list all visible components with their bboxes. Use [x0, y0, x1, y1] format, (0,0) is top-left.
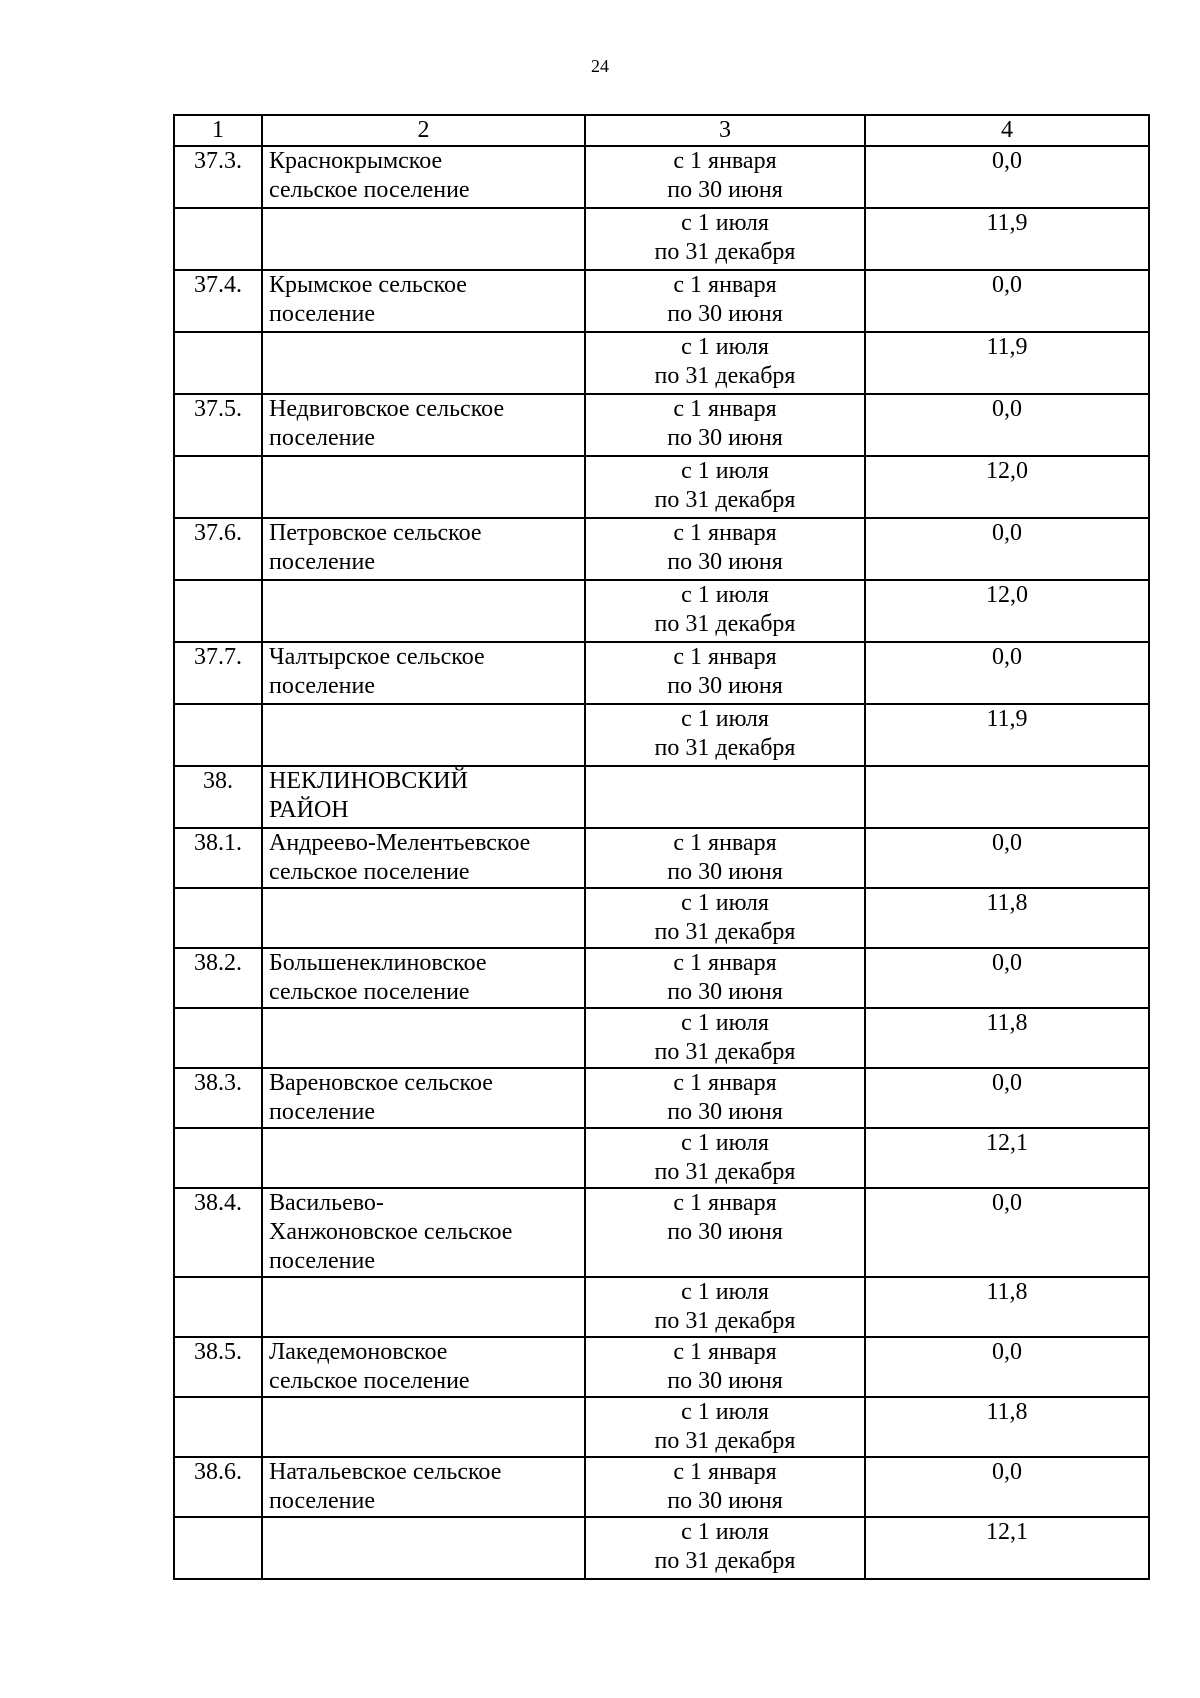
- table-row: [174, 456, 1149, 518]
- settlement-name-line: Ханжоновское сельское: [269, 1219, 513, 1245]
- settlement-name: [262, 1008, 585, 1068]
- row-number: [174, 704, 262, 766]
- table-row: [174, 270, 1149, 332]
- period: [585, 1188, 865, 1277]
- table-row: [174, 766, 1149, 828]
- table-row: [174, 888, 1149, 948]
- header-col-4: 4: [865, 115, 1149, 146]
- settlement-name-line: Лакедемоновское: [269, 1339, 448, 1365]
- rates-table: [173, 114, 1150, 1580]
- period: [585, 1337, 865, 1397]
- period: [585, 1277, 865, 1337]
- period-line: по 30 июня: [667, 859, 783, 885]
- period-line: по 31 декабря: [654, 1159, 796, 1185]
- row-number: 38.6.: [174, 1457, 262, 1517]
- value: 0,0: [865, 1457, 1149, 1517]
- settlement-name-line: Большенеклиновское: [269, 950, 487, 976]
- row-number: 38.3.: [174, 1068, 262, 1128]
- settlement-name: [262, 456, 585, 518]
- header-col-2: 2: [262, 115, 585, 146]
- period: [585, 1457, 865, 1517]
- row-number: 37.7.: [174, 642, 262, 704]
- period-line: с 1 июля: [681, 890, 769, 916]
- period-line: с 1 января: [673, 148, 777, 174]
- header-col-3: 3: [585, 115, 865, 146]
- value: [865, 766, 1149, 828]
- settlement-name: [262, 1517, 585, 1579]
- row-number: 38.5.: [174, 1337, 262, 1397]
- settlement-name: [262, 270, 585, 332]
- period-line: с 1 января: [673, 1070, 777, 1096]
- period: [585, 146, 865, 208]
- settlement-name-line: Петровское сельское: [269, 520, 482, 546]
- table-row: [174, 1517, 1149, 1579]
- period-line: с 1 января: [673, 1459, 777, 1485]
- row-number: 37.5.: [174, 394, 262, 456]
- settlement-name-line: НЕКЛИНОВСКИЙ: [269, 768, 468, 794]
- settlement-name: [262, 208, 585, 270]
- period-line: по 30 июня: [667, 425, 783, 451]
- settlement-name: [262, 1457, 585, 1517]
- value: 11,8: [865, 1008, 1149, 1068]
- period-line: по 31 декабря: [654, 363, 796, 389]
- table-row: [174, 704, 1149, 766]
- table-row: [174, 1188, 1149, 1277]
- period-line: по 30 июня: [667, 1488, 783, 1514]
- settlement-name: [262, 888, 585, 948]
- row-number: 38.4.: [174, 1188, 262, 1277]
- period: [585, 1517, 865, 1579]
- value: 0,0: [865, 1068, 1149, 1128]
- period: [585, 394, 865, 456]
- period-line: с 1 июля: [681, 1399, 769, 1425]
- settlement-name: [262, 948, 585, 1008]
- period-line: с 1 июля: [681, 582, 769, 608]
- table-row: [174, 1457, 1149, 1517]
- period: [585, 642, 865, 704]
- period: [585, 1068, 865, 1128]
- settlement-name-line: РАЙОН: [269, 797, 349, 823]
- row-number: 37.6.: [174, 518, 262, 580]
- period-line: по 30 июня: [667, 1368, 783, 1394]
- settlement-name-line: сельское поселение: [269, 177, 470, 203]
- settlement-name: [262, 1068, 585, 1128]
- period-line: по 31 декабря: [654, 1308, 796, 1334]
- period-line: с 1 июля: [681, 1010, 769, 1036]
- period-line: с 1 января: [673, 830, 777, 856]
- period: [585, 1397, 865, 1457]
- period-line: с 1 июля: [681, 706, 769, 732]
- table-row: [174, 642, 1149, 704]
- period-line: с 1 января: [673, 396, 777, 422]
- period-line: с 1 июля: [681, 1279, 769, 1305]
- settlement-name: [262, 1277, 585, 1337]
- row-number: [174, 1008, 262, 1068]
- settlement-name-line: Краснокрымское: [269, 148, 443, 174]
- settlement-name-line: Андреево-Мелентьевское: [269, 830, 531, 856]
- settlement-name: [262, 394, 585, 456]
- value: 12,1: [865, 1128, 1149, 1188]
- value: 0,0: [865, 518, 1149, 580]
- period-line: с 1 января: [673, 1190, 777, 1216]
- period: [585, 270, 865, 332]
- row-number: 37.4.: [174, 270, 262, 332]
- table-row: [174, 1397, 1149, 1457]
- settlement-name-line: Вареновское сельское: [269, 1070, 493, 1096]
- settlement-name: [262, 1397, 585, 1457]
- table-row: [174, 580, 1149, 642]
- period-line: с 1 января: [673, 520, 777, 546]
- period-line: по 31 декабря: [654, 1548, 796, 1574]
- row-number: [174, 1517, 262, 1579]
- period: [585, 518, 865, 580]
- row-number: [174, 1128, 262, 1188]
- period-line: по 30 июня: [667, 673, 783, 699]
- settlement-name-line: Натальевское сельское: [269, 1459, 502, 1485]
- table-body: [174, 115, 1149, 1579]
- settlement-name-line: поселение: [269, 1248, 376, 1274]
- settlement-name-line: поселение: [269, 1488, 376, 1514]
- period-line: по 30 июня: [667, 301, 783, 327]
- row-number: 38.2.: [174, 948, 262, 1008]
- settlement-name-line: Чалтырское сельское: [269, 644, 485, 670]
- value: 11,8: [865, 888, 1149, 948]
- period-line: по 31 декабря: [654, 611, 796, 637]
- period-line: по 30 июня: [667, 1219, 783, 1245]
- period: [585, 766, 865, 828]
- period-line: с 1 января: [673, 644, 777, 670]
- period-line: по 30 июня: [667, 177, 783, 203]
- period-line: с 1 июля: [681, 210, 769, 236]
- row-number: 37.3.: [174, 146, 262, 208]
- table-row: [174, 332, 1149, 394]
- value: 11,8: [865, 1277, 1149, 1337]
- table-row: [174, 1277, 1149, 1337]
- settlement-name: [262, 828, 585, 888]
- period-line: с 1 июля: [681, 1130, 769, 1156]
- row-number: [174, 1397, 262, 1457]
- period-line: с 1 января: [673, 1339, 777, 1365]
- value: 0,0: [865, 1188, 1149, 1277]
- period: [585, 1128, 865, 1188]
- period: [585, 332, 865, 394]
- period-line: по 31 декабря: [654, 487, 796, 513]
- period-line: с 1 июля: [681, 458, 769, 484]
- table-row: [174, 208, 1149, 270]
- period: [585, 208, 865, 270]
- value: 11,8: [865, 1397, 1149, 1457]
- settlement-name: [262, 766, 585, 828]
- period-line: с 1 июля: [681, 334, 769, 360]
- row-number: 38.1.: [174, 828, 262, 888]
- settlement-name: [262, 1188, 585, 1277]
- table-row: [174, 1128, 1149, 1188]
- settlement-name: [262, 1128, 585, 1188]
- value: 11,9: [865, 332, 1149, 394]
- value: 0,0: [865, 146, 1149, 208]
- row-number: [174, 456, 262, 518]
- period-line: с 1 июля: [681, 1519, 769, 1545]
- value: 11,9: [865, 704, 1149, 766]
- settlement-name: [262, 1337, 585, 1397]
- settlement-name: [262, 332, 585, 394]
- settlement-name-line: сельское поселение: [269, 1368, 470, 1394]
- value: 11,9: [865, 208, 1149, 270]
- value: 0,0: [865, 270, 1149, 332]
- period-line: по 30 июня: [667, 979, 783, 1005]
- row-number: [174, 580, 262, 642]
- period-line: по 31 декабря: [654, 1428, 796, 1454]
- value: 0,0: [865, 642, 1149, 704]
- table-row: [174, 1068, 1149, 1128]
- row-number: [174, 208, 262, 270]
- row-number: [174, 888, 262, 948]
- table-row: [174, 828, 1149, 888]
- value: 12,0: [865, 580, 1149, 642]
- settlement-name-line: поселение: [269, 549, 376, 575]
- row-number: [174, 1277, 262, 1337]
- header-col-1: 1: [174, 115, 262, 146]
- period-line: с 1 января: [673, 272, 777, 298]
- page-number: 24: [591, 56, 609, 76]
- settlement-name: [262, 704, 585, 766]
- table-row: [174, 518, 1149, 580]
- table-row: [174, 146, 1149, 208]
- period: [585, 580, 865, 642]
- row-number: [174, 332, 262, 394]
- table-row: [174, 1008, 1149, 1068]
- settlement-name-line: поселение: [269, 673, 376, 699]
- row-number: 38.: [174, 766, 262, 828]
- period-line: с 1 января: [673, 950, 777, 976]
- table-row: [174, 394, 1149, 456]
- settlement-name-line: сельское поселение: [269, 979, 470, 1005]
- period: [585, 456, 865, 518]
- period-line: по 30 июня: [667, 549, 783, 575]
- period-line: по 30 июня: [667, 1099, 783, 1125]
- settlement-name-line: Недвиговское сельское: [269, 396, 505, 422]
- period-line: по 31 декабря: [654, 1039, 796, 1065]
- settlement-name-line: Васильево-: [269, 1190, 384, 1216]
- period-line: по 31 декабря: [654, 735, 796, 761]
- period-line: по 31 декабря: [654, 919, 796, 945]
- settlement-name: [262, 642, 585, 704]
- settlement-name-line: поселение: [269, 1099, 376, 1125]
- table-header-row: [174, 115, 1149, 146]
- value: 12,1: [865, 1517, 1149, 1579]
- value: 12,0: [865, 456, 1149, 518]
- period-line: по 31 декабря: [654, 239, 796, 265]
- period: [585, 704, 865, 766]
- period: [585, 948, 865, 1008]
- value: 0,0: [865, 394, 1149, 456]
- period: [585, 1008, 865, 1068]
- settlement-name-line: Крымское сельское: [269, 272, 467, 298]
- settlement-name: [262, 580, 585, 642]
- period: [585, 828, 865, 888]
- table-row: [174, 1337, 1149, 1397]
- settlement-name-line: сельское поселение: [269, 859, 470, 885]
- table-row: [174, 948, 1149, 1008]
- settlement-name-line: поселение: [269, 425, 376, 451]
- settlement-name-line: поселение: [269, 301, 376, 327]
- settlement-name: [262, 146, 585, 208]
- value: 0,0: [865, 1337, 1149, 1397]
- value: 0,0: [865, 948, 1149, 1008]
- settlement-name: [262, 518, 585, 580]
- period: [585, 888, 865, 948]
- value: 0,0: [865, 828, 1149, 888]
